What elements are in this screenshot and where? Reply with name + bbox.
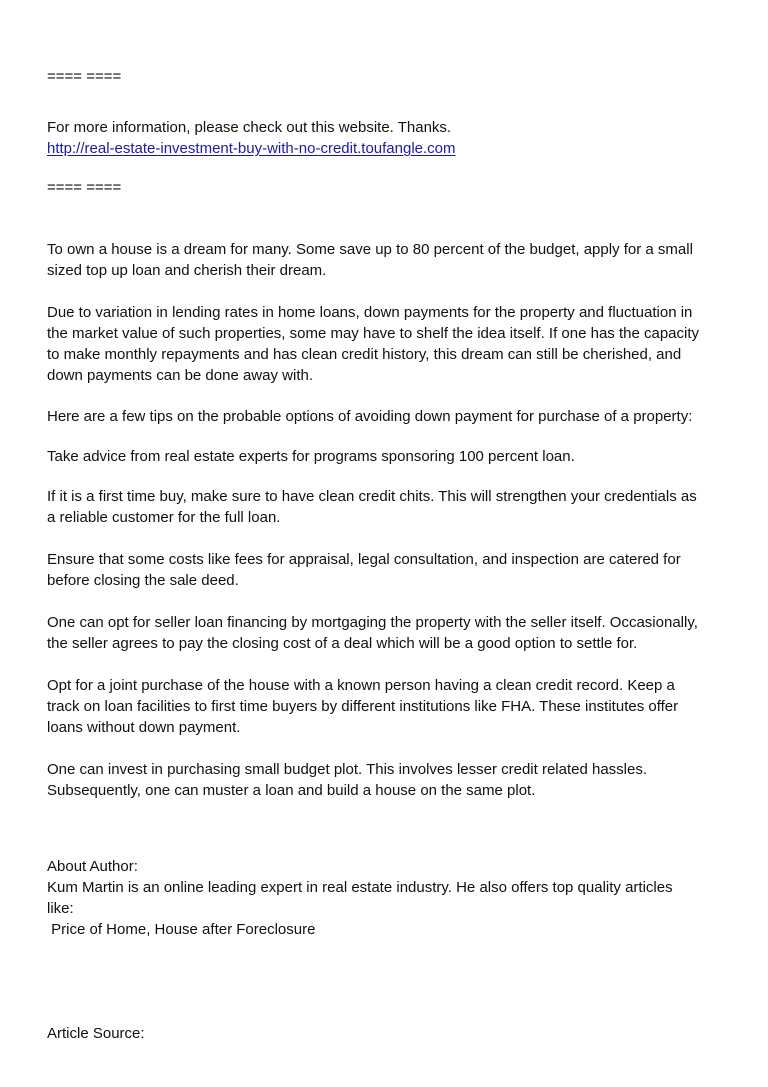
- article-source: [47, 1023, 737, 1044]
- paragraph-line: down payments can be done away with.: [47, 367, 313, 384]
- article-paragraph: [47, 486, 737, 528]
- paragraph-line: before closing the sale deed.: [47, 572, 239, 589]
- paragraph-line: the market value of such properties, some may have to shelf the idea itself. If one has the capacity: [47, 325, 700, 342]
- article-paragraph: [47, 675, 737, 738]
- separator-top: [47, 66, 737, 87]
- separator-text: ==== ====: [47, 179, 122, 196]
- paragraph-line: to make monthly repayments and has clean credit history, this dream can still be cherished, and: [47, 346, 682, 363]
- article-paragraph: [47, 302, 737, 386]
- article-paragraph: [47, 759, 737, 801]
- info-block: [47, 117, 737, 159]
- paragraph-line: To own a house is a dream for many. Some save up to 80 percent of the budget, apply for a small: [47, 241, 693, 258]
- paragraph-line: Subsequently, one can muster a loan and build a house on the same plot.: [47, 782, 536, 799]
- author-articles-line: Price of Home, House after Foreclosure: [47, 921, 316, 938]
- paragraph-line: sized top up loan and cherish their dream.: [47, 262, 327, 279]
- article-paragraph: [47, 612, 737, 654]
- article-paragraph: [47, 446, 737, 467]
- article-paragraph: [47, 549, 737, 591]
- separator-bottom: [47, 177, 737, 198]
- paragraph-line: Here are a few tips on the probable options of avoiding down payment for purchase of a property:: [47, 408, 693, 425]
- article-paragraph: [47, 406, 737, 427]
- article-paragraph: [47, 239, 737, 281]
- separator-text: ==== ====: [47, 68, 122, 85]
- paragraph-line: Opt for a joint purchase of the house with a known person having a clean credit record. Keep a: [47, 677, 675, 694]
- paragraph-line: a reliable customer for the full loan.: [47, 509, 281, 526]
- author-block: [47, 856, 737, 940]
- paragraph-line: Due to variation in lending rates in home loans, down payments for the property and fluctuation in: [47, 304, 693, 321]
- website-link[interactable]: http://real-estate-investment-buy-with-no-credit.toufangle.com: [47, 140, 456, 157]
- paragraph-line: One can invest in purchasing small budget plot. This involves lesser credit related hassles.: [47, 761, 648, 778]
- paragraph-line: Take advice from real estate experts for programs sponsoring 100 percent loan.: [47, 448, 575, 465]
- author-heading: About Author:: [47, 858, 138, 875]
- paragraph-line: If it is a first time buy, make sure to have clean credit chits. This will strengthen your credentials as: [47, 488, 697, 505]
- info-text: For more information, please check out this website. Thanks.: [47, 119, 452, 136]
- paragraph-line: track on loan facilities to first time buyers by different institutions like FHA. These institutes offer: [47, 698, 679, 715]
- article-source-label: Article Source:: [47, 1025, 145, 1042]
- paragraph-line: Ensure that some costs like fees for appraisal, legal consultation, and inspection are catered for: [47, 551, 681, 568]
- author-bio-line: Kum Martin is an online leading expert in real estate industry. He also offers top quality articles: [47, 879, 673, 896]
- author-bio-line: like:: [47, 900, 74, 917]
- paragraph-line: One can opt for seller loan financing by mortgaging the property with the seller itself. Occasionally,: [47, 614, 698, 631]
- paragraph-line: the seller agrees to pay the closing cost of a deal which will be a good option to settle for.: [47, 635, 638, 652]
- paragraph-line: loans without down payment.: [47, 719, 241, 736]
